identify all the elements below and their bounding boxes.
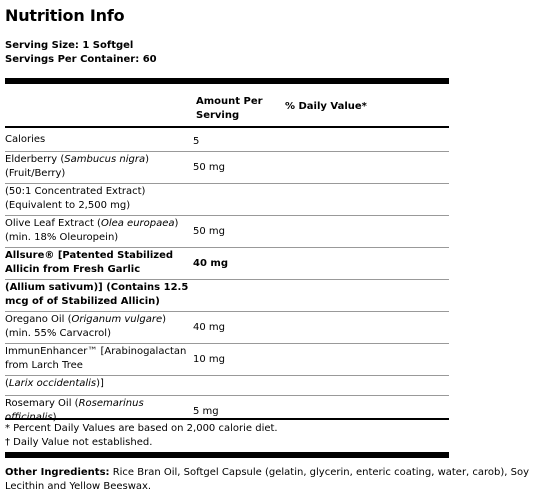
amount-header-line2: Serving — [196, 110, 240, 121]
ingredient-amount: 40 mg — [193, 248, 449, 280]
footnote-dagger: † Daily Value not established. — [5, 437, 153, 448]
table-row — [5, 248, 449, 280]
servings-per-container: Servings Per Container: 60 — [5, 54, 157, 65]
thick-divider-bottom — [5, 452, 449, 458]
ingredient-amount: 50 mg — [193, 152, 449, 184]
nutrition-facts-table — [5, 132, 449, 427]
page-title: Nutrition Info — [5, 6, 125, 25]
table-row — [5, 132, 449, 152]
ingredient-amount: 5 — [193, 132, 449, 152]
ingredient-name: Elderberry (Sambucus nigra) (Fruit/Berry) — [5, 152, 193, 184]
ingredient-name: Allsure® [Patented Stabilized Allicin from Fresh Garlic — [5, 248, 193, 280]
amount-per-serving-header — [196, 95, 263, 123]
ingredient-name: (Larix occidentalis)] — [5, 376, 193, 396]
ingredient-amount: 5 mg — [193, 405, 219, 417]
serving-size: Serving Size: 1 Softgel — [5, 40, 134, 51]
ingredient-name: ImmunEnhancer™ [Arabinogalactan from Larch Tree — [5, 344, 193, 376]
table-bottom-divider — [5, 418, 449, 420]
ingredient-amount — [193, 280, 449, 312]
other-ingredients-text: Rice Bran Oil, Softgel Capsule (gelatin, glycerin, enteric coating, water, carob), Soy Lecithin and Yellow Beeswax. — [5, 467, 530, 492]
table-row — [5, 376, 449, 396]
ingredient-amount: 40 mg — [193, 312, 449, 344]
table-row — [5, 280, 449, 312]
ingredient-name: Olive Leaf Extract (Olea europaea) (min. 18% Oleuropein) — [5, 216, 193, 248]
ingredient-name: Rosemary Oil (Rosemarinus — [5, 398, 144, 409]
ingredient-name: Calories — [5, 132, 193, 152]
ingredient-amount — [193, 376, 449, 396]
ingredient-amount — [193, 184, 449, 216]
table-row — [5, 344, 449, 376]
thick-divider-top — [5, 78, 449, 84]
ingredient-name: (Allium sativum)] (Contains 12.5 mcg of of Stabilized Allicin) — [5, 280, 193, 312]
table-row — [5, 312, 449, 344]
table-row — [5, 216, 449, 248]
other-ingredients-label: Other Ingredients: — [5, 467, 110, 478]
daily-value-header: % Daily Value* — [285, 101, 367, 112]
other-ingredients — [5, 466, 550, 494]
ingredient-name: Oregano Oil (Origanum vulgare) (min. 55% Carvacrol) — [5, 312, 193, 344]
table-row — [5, 152, 449, 184]
footnote-percent: * Percent Daily Values are based on 2,000 calorie diet. — [5, 423, 278, 434]
ingredient-amount: 50 mg — [193, 216, 449, 248]
amount-header-line1: Amount Per — [196, 96, 263, 107]
ingredient-name: (50:1 Concentrated Extract) (Equivalent to 2,500 mg) — [5, 184, 193, 216]
table-row — [5, 184, 449, 216]
header-divider — [5, 126, 449, 128]
ingredient-amount: 10 mg — [193, 344, 449, 376]
